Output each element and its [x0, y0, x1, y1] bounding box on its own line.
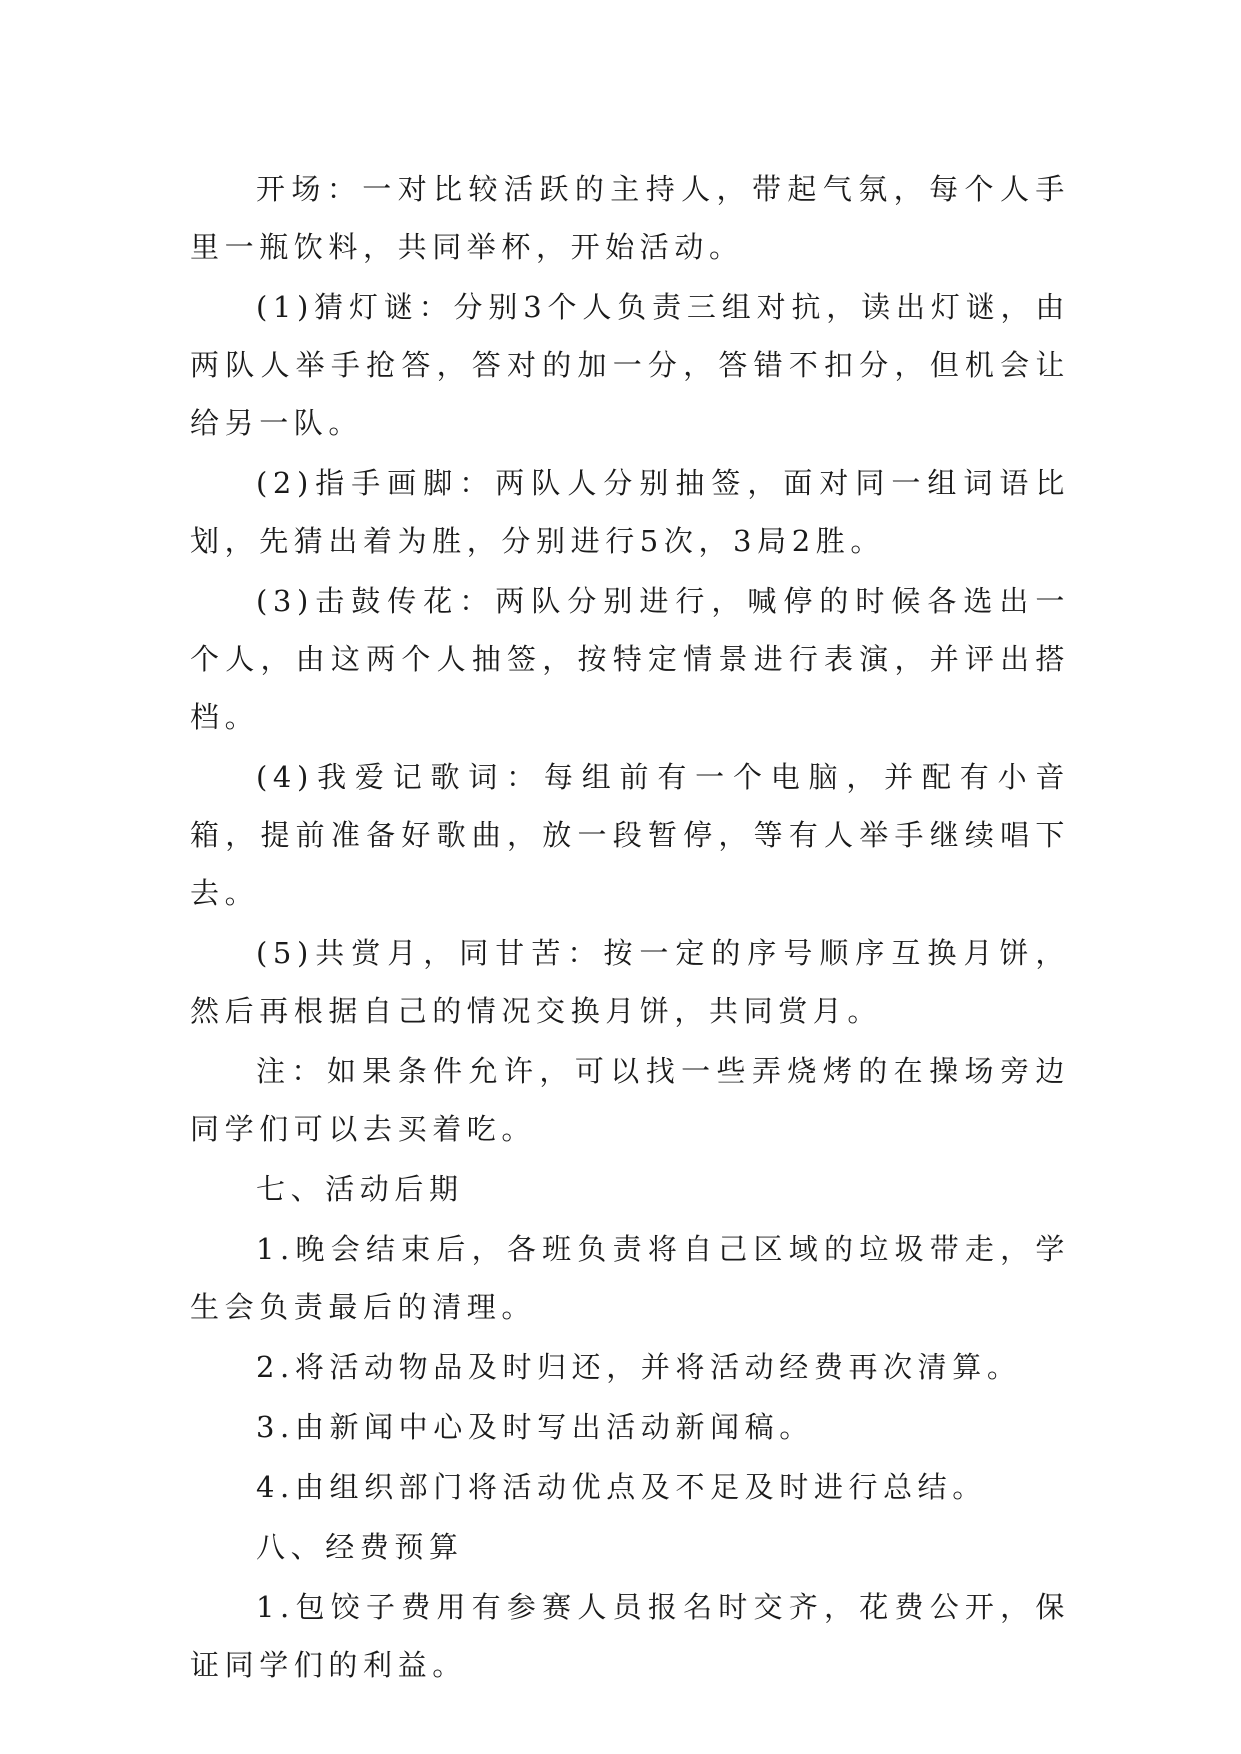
paragraph-note: 注：如果条件允许，可以找一些弄烧烤的在操场旁边同学们可以去买着吃。: [190, 1054, 1070, 1146]
section-heading-budget: 八、经费预算: [256, 1530, 464, 1564]
list-item-cleanup: 1.晚会结束后，各班负责将自己区域的垃圾带走，学生会负责最后的清理。: [190, 1232, 1070, 1324]
paragraph-lyrics: (4)我爱记歌词：每组前有一个电脑，并配有小音箱，提前准备好歌曲，放一段暂停，等有人举手继续唱下去。: [190, 760, 1070, 910]
list-item-dumpling-fee: 1.包饺子费用有参赛人员报名时交齐，花费公开，保证同学们的利益。: [190, 1590, 1070, 1682]
paragraph-riddles: (1)猜灯谜：分别3个人负责三组对抗，读出灯谜，由两队人举手抢答，答对的加一分，答错不扣分，但机会让给另一队。: [190, 290, 1070, 440]
paragraph-opening: 开场：一对比较活跃的主持人，带起气氛，每个人手里一瓶饮料，共同举杯，开始活动。: [190, 172, 1070, 264]
paragraph-charades: (2)指手画脚：两队人分别抽签，面对同一组词语比划，先猜出着为胜，分别进行5次，3局2胜。: [190, 466, 1070, 558]
list-item-news: 3.由新闻中心及时写出活动新闻稿。: [256, 1410, 814, 1444]
paragraph-moon-viewing: (5)共赏月，同甘苦：按一定的序号顺序互换月饼，然后再根据自己的情况交换月饼，共同赏月。: [190, 936, 1070, 1028]
document-page: [190, 160, 1070, 1696]
paragraph-drum-flower: (3)击鼓传花：两队分别进行，喊停的时候各选出一个人，由这两个人抽签，按特定情景进行表演，并评出搭档。: [190, 584, 1070, 734]
list-item-return-items: 2.将活动物品及时归还，并将活动经费再次清算。: [256, 1350, 1022, 1384]
section-heading-post-activity: 七、活动后期: [256, 1172, 464, 1206]
list-item-summary: 4.由组织部门将活动优点及不足及时进行总结。: [256, 1470, 987, 1504]
